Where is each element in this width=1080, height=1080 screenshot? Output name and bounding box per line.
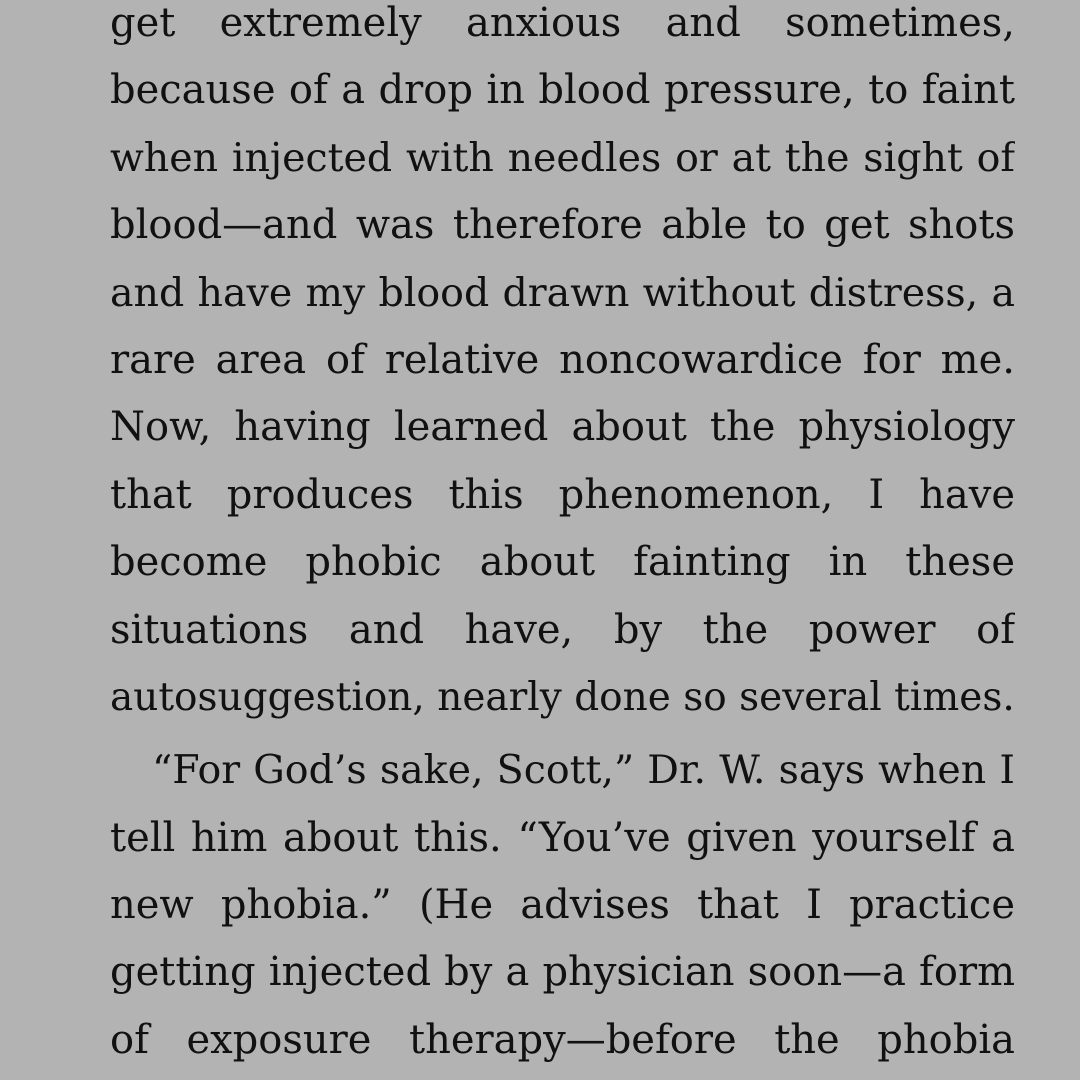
paragraph-1 [110,0,1015,731]
text-line: Now, having learned about the physiology [110,404,1015,451]
text-line: of exposure therapy—before the phobia [110,1016,1015,1063]
text-line: autosuggestion, nearly done so several times. [110,674,1015,720]
text-line: tell him about this. “You’ve given yourself a [110,814,1015,861]
text-line: that produces this phenomenon, I have [110,471,1015,518]
text-line: when injected with needles or at the sight of [110,134,1015,181]
text-line: blood—and was therefore able to get shots [110,202,1015,249]
text-line: because of a drop in blood pressure, to faint [110,67,1015,114]
text-line: become phobic about fainting in these [110,539,1015,586]
text-line: “For God’s sake, Scott,” Dr. W. says when I [152,747,1015,794]
text-line: and have my blood drawn without distress, a [110,269,1015,316]
text-line: situations and have, by the power of [110,606,1015,653]
text-line: rare area of relative noncowardice for me. [110,336,1015,383]
text-line: get extremely anxious and sometimes, [110,0,1015,46]
text-line: getting injected by a physician soon—a form [110,949,1015,996]
text-line: new phobia.” (He advises that I practice [110,882,1015,929]
text-column [110,0,1015,1074]
paragraph-2 [110,737,1015,1074]
